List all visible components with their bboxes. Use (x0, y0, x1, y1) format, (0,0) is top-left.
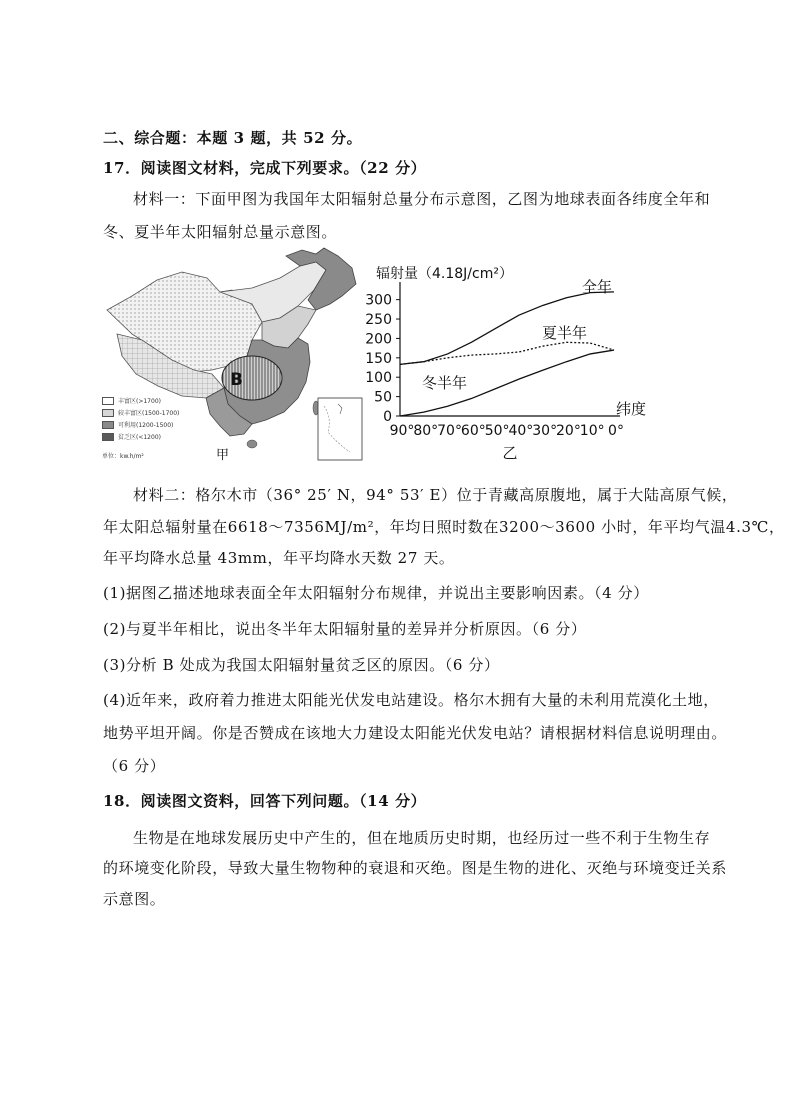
x-tick-label: 20° (556, 423, 581, 439)
y-tick-label: 250 (365, 312, 392, 329)
y-tick-label: 200 (365, 331, 392, 348)
x-tick-label: 60° (460, 423, 486, 439)
series-label: 夏半年 (542, 324, 588, 342)
legend-label: 贫乏区(<1200) (118, 434, 161, 441)
legend-swatch (102, 397, 114, 405)
q17-material2-line1: 材料二：格尔木市（36° 25′ N，94° 53′ E）位于青藏高原腹地，属于大陆高原气候， (133, 486, 738, 504)
china-solar-map (102, 248, 374, 464)
q18-title: 18．阅读图文资料，回答下列问题。（14 分） (103, 792, 427, 810)
map-unit: 单位：kw.h/m² (102, 453, 144, 460)
q17-sub3: (3)分析 B 处成为我国太阳辐射量贫乏区的原因。（6 分） (103, 656, 500, 674)
q17-material1-line2: 冬、夏半年太阳辐射总量示意图。 (103, 223, 338, 241)
q17-title: 17．阅读图文材料，完成下列要求。（22 分） (103, 159, 427, 177)
radiation-chart (362, 258, 647, 463)
legend-swatch (102, 421, 114, 429)
legend-swatch (102, 433, 114, 441)
radiation-chart-svg (362, 258, 647, 463)
y-tick-label: 50 (374, 389, 392, 406)
q18-paragraph-line3: 示意图。 (103, 890, 166, 908)
series-label: 全年 (582, 278, 613, 296)
x-tick-label: 80° (413, 423, 439, 439)
q17-sub4-line3: （6 分） (103, 757, 166, 775)
legend-item (102, 420, 173, 429)
legend-item (102, 408, 179, 417)
legend-label: 可利用(1200-1500) (118, 422, 174, 429)
x-tick-label: 70° (437, 423, 462, 439)
q17-sub2: (2)与夏半年相比，说出冬半年太阳辐射量的差异并分析原因。（6 分） (103, 620, 587, 638)
legend-swatch (102, 409, 114, 417)
q17-sub4-line2: 地势平坦开阔。你是否赞成在该地大力建设太阳能光伏发电站？请根据材料信息说明理由。 (103, 724, 728, 742)
q17-sub4-line1: (4)近年来，政府着力推进太阳能光伏发电站建设。格尔木拥有大量的未利用荒漠化土地， (103, 691, 719, 709)
x-tick-label: 50° (484, 423, 510, 439)
q18-paragraph-line1: 生物是在地球发展历史中产生的，但在地质历史时期，也经历过一些不利于生物生存 (133, 829, 711, 847)
region-b-label: B (230, 370, 243, 390)
x-tick-label: 10° (579, 423, 605, 439)
x-tick-label: 90° (389, 423, 415, 439)
x-tick-label: 30° (532, 423, 558, 439)
legend-label: 较丰富区(1500-1700) (118, 410, 180, 417)
legend-item (102, 432, 161, 441)
map-caption: 甲 (216, 448, 230, 463)
y-tick-label: 100 (365, 370, 392, 387)
y-tick-label: 300 (365, 292, 392, 309)
y-tick-label: 150 (365, 350, 392, 367)
series-line (400, 342, 614, 364)
q18-paragraph-line2: 的环境变化阶段，导致大量生物物种的衰退和灭绝。图是生物的进化、灭绝与环境变迁关系 (103, 859, 728, 877)
q17-material2-line3: 年平均降水总量 43mm，年平均降水天数 27 天。 (103, 549, 455, 567)
x-tick-label: 0° (608, 423, 624, 439)
q17-material2-line2: 年太阳总辐射量在6618～7356MJ/m²，年均日照时数在3200～3600 小时，年平均气温4.3℃， (103, 518, 785, 536)
x-tick-label: 40° (508, 423, 534, 439)
series-label: 冬半年 (422, 374, 468, 392)
q17-sub1: (1)据图乙描述地球表面全年太阳辐射分布规律，并说出主要影响因素。（4 分） (103, 584, 649, 602)
y-tick-label: 0 (383, 409, 392, 425)
q17-material1-line1: 材料一：下面甲图为我国年太阳辐射总量分布示意图，乙图为地球表面各纬度全年和 (133, 190, 711, 208)
legend-label: 丰富区(>1700) (118, 398, 161, 405)
legend-item (102, 396, 161, 405)
chart-title: 辐射量（4.18J/cm²） (376, 266, 513, 282)
section-heading: 二、综合题：本题 3 题，共 52 分。 (103, 129, 363, 147)
x-axis-label: 纬度 (616, 400, 647, 418)
chart-caption: 乙 (502, 444, 518, 462)
